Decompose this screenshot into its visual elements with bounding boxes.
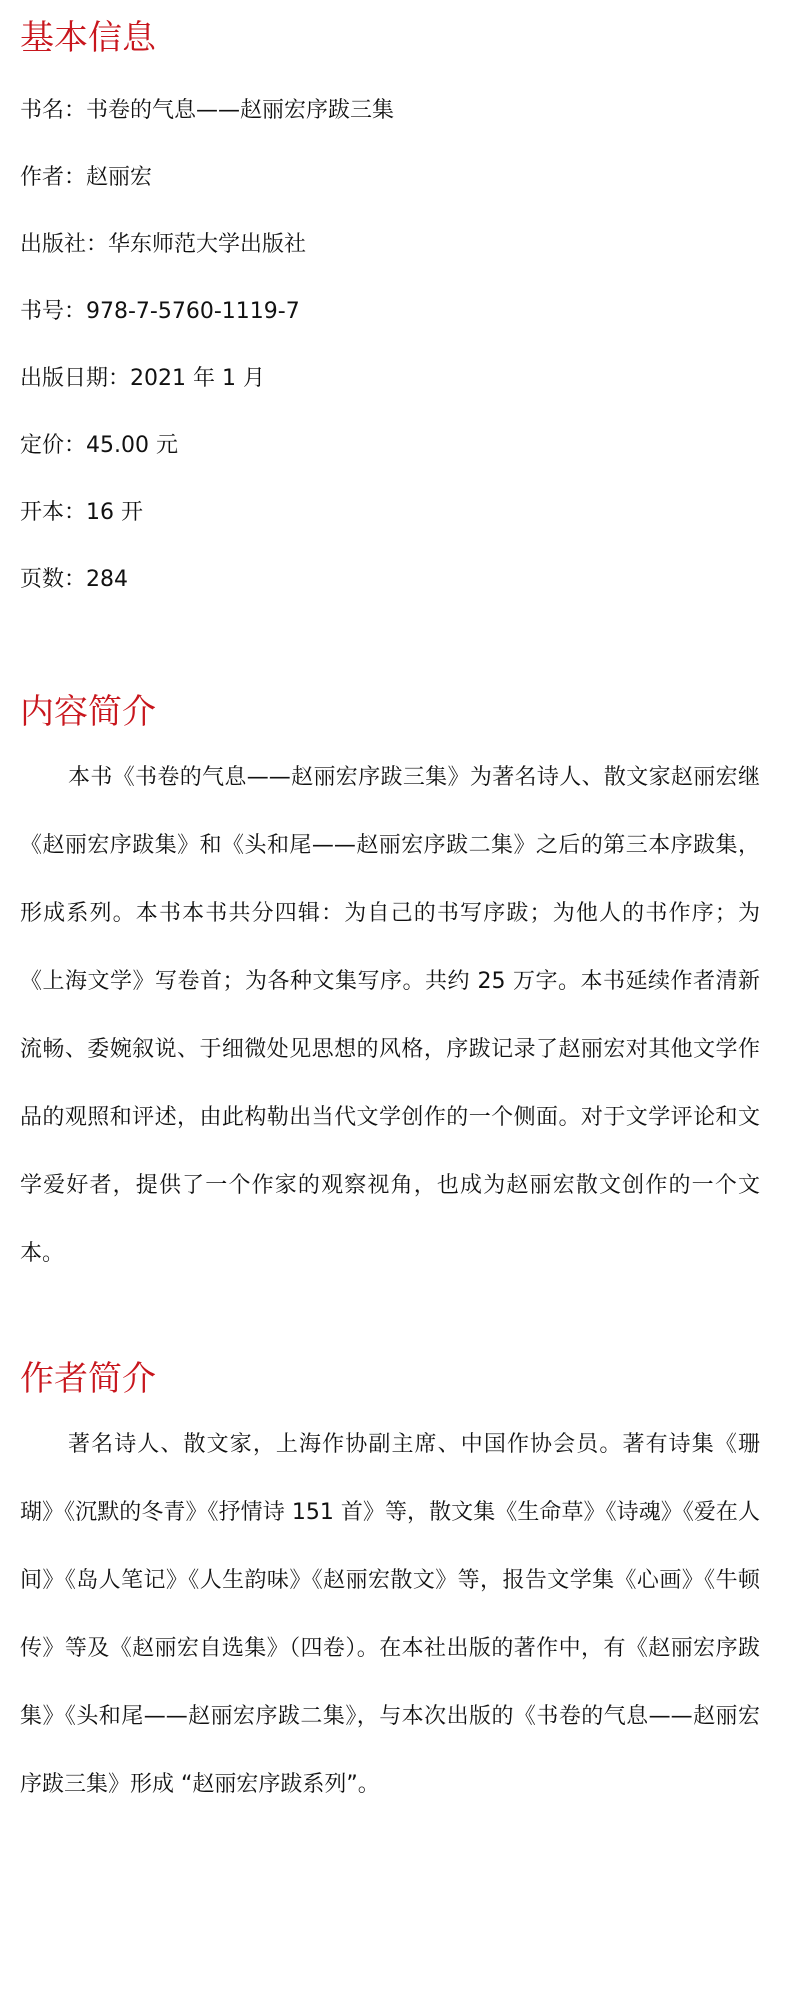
content-intro-heading: 内容简介: [20, 692, 156, 732]
info-price: 定价：45.00 元: [20, 433, 178, 458]
basic-info-heading: 基本信息: [20, 18, 156, 58]
author-intro-heading: 作者简介: [20, 1359, 156, 1399]
info-pages: 页数：284: [20, 567, 128, 592]
content-intro-paragraph: 本书《书卷的气息——赵丽宏序跋三集》为著名诗人、散文家赵丽宏继《赵丽宏序跋集》和《头和尾——赵丽宏序跋二集》之后的第三本序跋集，形成系列。本书本书共分四辑：为自己的书写序跋；为他人的书作序；为《上海文学》写卷首；为各种文集写序。共约 25 万字。本书延续作者清新流畅、委婉叙说、于细微处见思想的风格，序跋记录了赵丽宏对其他文学作品的观照和评述，由此构勒出当代文学创作的一个侧面。对于文学评论和文学爱好者，提供了一个作家的观察视角，也成为赵丽宏散文创作的一个文本。: [20, 765, 760, 1266]
info-author: 作者：赵丽宏: [20, 165, 153, 190]
info-publisher: 出版社：华东师范大学出版社: [20, 232, 307, 257]
info-isbn: 书号：978-7-5760-1119-7: [20, 299, 300, 324]
info-format: 开本：16 开: [20, 500, 143, 525]
info-publish-date: 出版日期：2021 年 1 月: [20, 366, 265, 391]
author-intro-paragraph: 著名诗人、散文家，上海作协副主席、中国作协会员。著有诗集《珊瑚》《沉默的冬青》《抒情诗 151 首》等，散文集《生命草》《诗魂》《爱在人间》《岛人笔记》《人生韵味》《赵丽宏散文》等，报告文学集《心画》《牛顿传》等及《赵丽宏自选集》（四卷）。在本社出版的著作中，有《赵丽宏序跋集》《头和尾——赵丽宏序跋二集》，与本次出版的《书卷的气息——赵丽宏序跋三集》形成 “赵丽宏序跋系列”。: [20, 1432, 760, 1797]
info-title: 书名：书卷的气息——赵丽宏序跋三集: [20, 98, 395, 123]
